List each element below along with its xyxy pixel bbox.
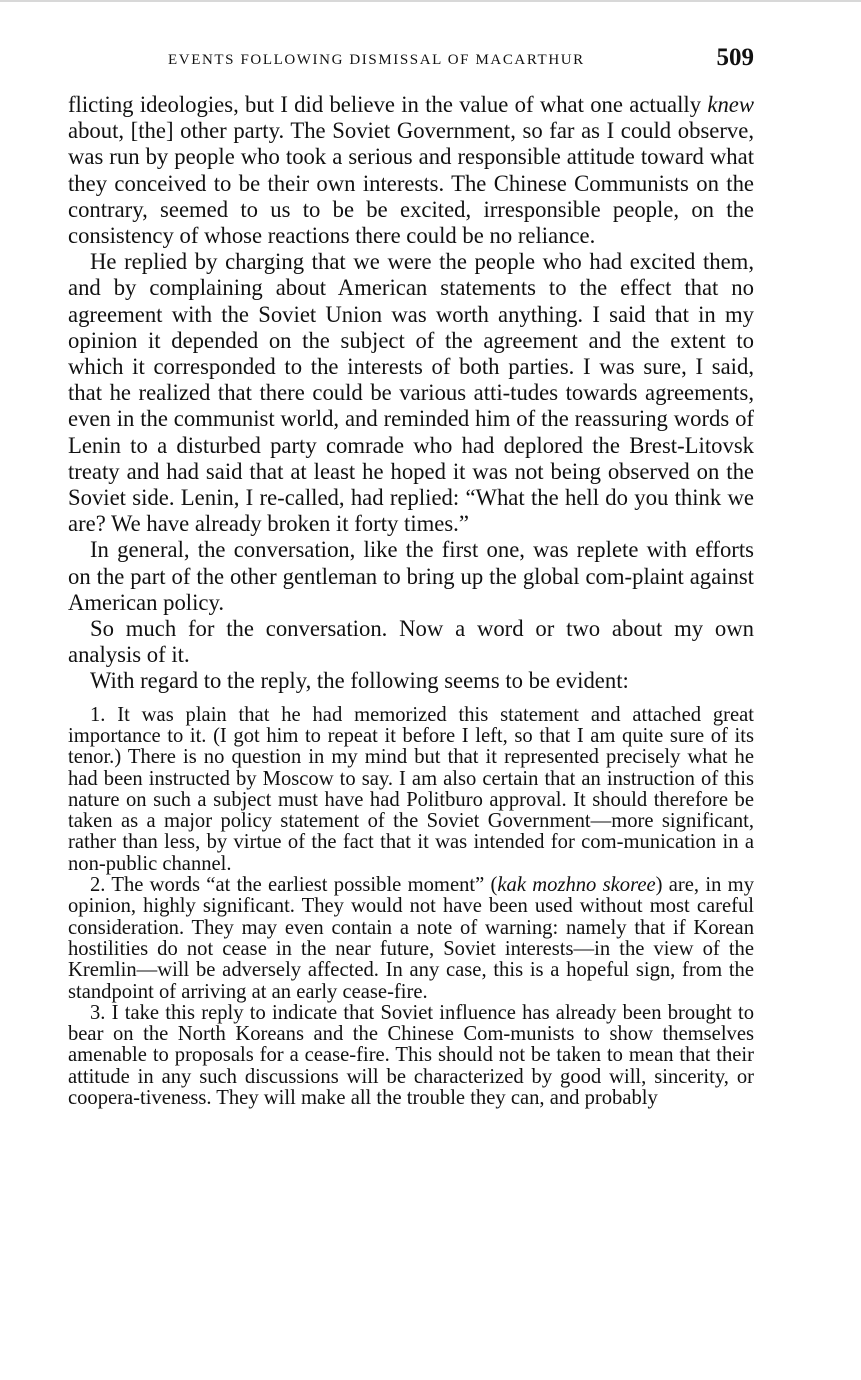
page-body <box>68 92 754 1109</box>
italic-transliteration: kak mozhno skoree <box>497 874 656 897</box>
paragraph-reply: He replied by charging that we were the people who had excited them, and by complaining about American statements to the effect that no agreement with the Soviet Union was worth anything. I said that in my opinion it depended on the subject of the agreement and the extent to which it corresponded to the interests of both parties. I was sure, I said, that he realized that there could be various atti-tudes towards agreements, even in the communist world, and reminded him of the reassuring words of Lenin to a disturbed party comrade who had deplored the Brest-Litovsk treaty and had said that at least he hoped it was not being observed on the Soviet side. Lenin, I re-called, had replied: “What the hell do you think we are? We have already broken it forty times.” <box>68 249 754 537</box>
paragraph-general: In general, the conversation, like the first one, was replete with efforts on the part of the other gentleman to bring up the global com-plaint against American policy. <box>68 537 754 615</box>
main-text <box>68 92 754 695</box>
point-3: 3. I take this reply to indicate that Soviet influence has already been brought to bear on the North Koreans and the Chinese Com-munists to show themselves amenable to proposals for a cease-fire. This should not be taken to mean that their attitude in any such discussions will be characterized by good will, sincerity, or coopera-tiveness. They will make all the trouble they can, and probably <box>68 1001 754 1110</box>
numbered-points <box>68 705 754 1110</box>
point-1: 1. It was plain that he had memorized this statement and attached great importance to it. (I got him to repeat it before I left, so that I am quite sure of its tenor.) There is no question in my mind but that it represented precisely what he had been instructed by Moscow to say. I am also certain that an instruction of this nature on such a subject must have had Politburo approval. It should therefore be taken as a major policy statement of the Soviet Government—more significant, rather than less, by virtue of the fact that it was intended for com-munication in a non-public channel. <box>68 703 754 875</box>
running-header <box>68 44 758 76</box>
paragraph-continuation: flicting ideologies, but I did believe in the value of what one actually knew about, [the] other party. The Soviet Government, so far as I could observe, was run by people who took a serious and responsible attitude toward what they conceived to be their own interests. The Chinese Communists on the contrary, seemed to us to be be excited, irresponsible people, on the consistency of whose reactions there could be no reliance. <box>68 92 754 249</box>
italic-emphasis: knew <box>707 92 754 117</box>
paragraph-analysis: So much for the conversation. Now a word or two about my own analysis of it. <box>68 616 754 668</box>
running-title: EVENTS FOLLOWING DISMISSAL OF MACARTHUR <box>168 52 585 68</box>
point-2: 2. The words “at the earliest possible moment” (kak mozhno skoree) are, in my opinion, highly significant. They would not have been used without most careful consideration. They may even contain a note of warning: namely that if Korean hostilities do not cease in the near future, Soviet interests—in the view of the Kremlin—will be adversely affected. In any case, this is a hopeful sign, from the standpoint of arriving at an early cease-fire. <box>68 874 755 1003</box>
paragraph-reply-intro: With regard to the reply, the following seems to be evident: <box>90 668 629 694</box>
top-edge-rule <box>0 0 861 2</box>
page-number: 509 <box>716 44 754 71</box>
